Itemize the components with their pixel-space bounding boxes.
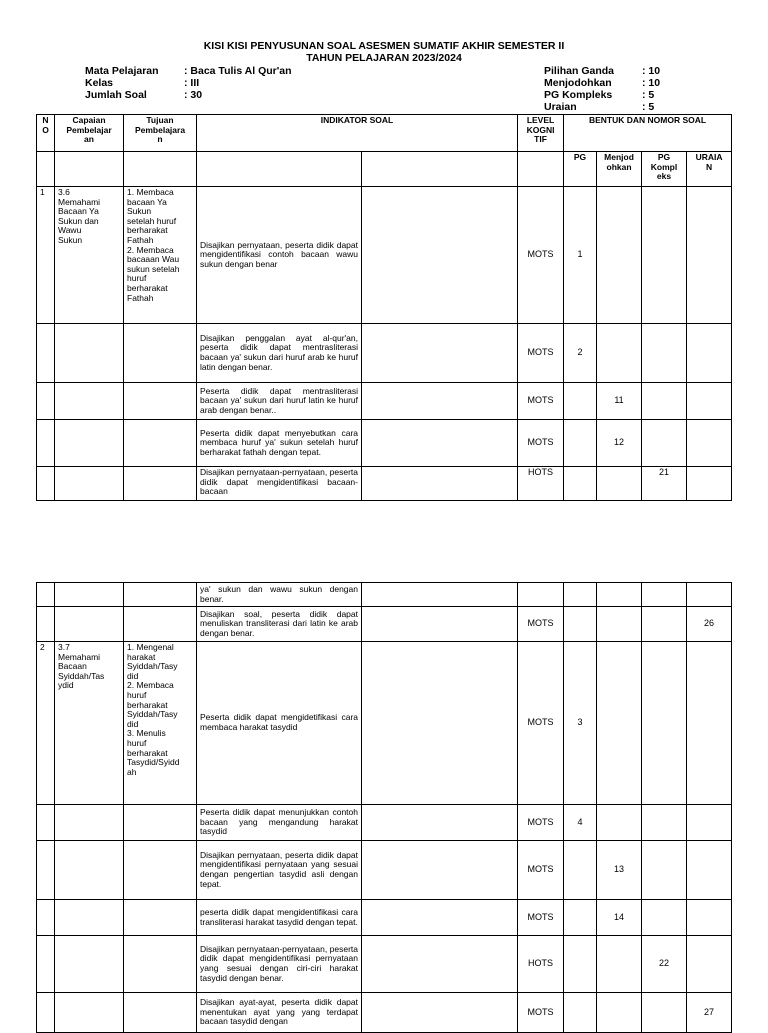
row-pg-kompleks [642,187,687,324]
row-indikator: peserta didik dapat mengidentifikasi cara transliterasi harakat tasydid dengan tepat. [197,900,362,936]
meta-label-matching: Menjodohkan [544,77,612,89]
kisi-kisi-table-page2 [36,582,732,1033]
row-indikator: Disajikan pernyataan, peserta didik dapat mengidentifikasi contoh bacaan wawu sukun dengan benar [197,187,362,324]
header-uraian: URAIA N [687,152,732,187]
table-header-row [37,115,732,152]
row-pg [564,420,597,467]
row-level: HOTS [518,936,564,993]
header-tujuan: Tujuan Pembelajara n [124,115,197,152]
row-indikator: Disajikan soal, peserta didik dapat menuliskan transliterasi dari latin ke arab dengan benar. [197,607,362,642]
table-row [37,187,732,324]
row-menjodohkan: 11 [597,383,642,420]
table-row [37,642,732,805]
row-pg-kompleks [642,642,687,805]
row-pg [564,900,597,936]
row-level: MOTS [518,383,564,420]
row-tujuan: 1. Membaca bacaan Ya Sukun setelah huruf berharakat Fathah 2. Membaca bacaaan Wau sukun setelah huruf berharakat Fathah [124,187,197,324]
meta-right-values [642,65,660,113]
row-indikator: Disajikan pernyataan-pernyataan, peserta didik dapat mengidentifikasi pernyataan yang sesuai dengan ciri-ciri harakat tasydid dengan benar. [197,936,362,993]
row-menjodohkan [597,187,642,324]
row-level: HOTS [518,467,564,501]
row-level: MOTS [518,993,564,1033]
meta-left-labels [85,65,159,101]
row-no: 1 [37,187,55,324]
row-menjodohkan [597,324,642,383]
row-level: MOTS [518,607,564,642]
table-row [37,607,732,642]
header-capaian: Capaian Pembelajar an [55,115,124,152]
table-row [37,583,732,607]
row-uraian [687,324,732,383]
document-subtitle: TAHUN PELAJARAN 2023/2024 [306,52,462,64]
row-uraian: 26 [687,607,732,642]
meta-left-values [184,65,292,101]
row-menjodohkan: 12 [597,420,642,467]
row-indikator: Peserta didik dapat mengidetifikasi cara membaca harakat tasydid [197,642,362,805]
row-pg-kompleks [642,805,687,841]
header-pg-kompleks: PG Kompl eks [642,152,687,187]
table-subheader-row [37,152,732,187]
row-pg-kompleks [642,900,687,936]
row-pg-kompleks: 22 [642,936,687,993]
row-capaian: 3.6 Memahami Bacaan Ya Sukun dan Wawu Sukun [55,187,124,324]
row-pg-kompleks [642,841,687,900]
meta-label-subject: Mata Pelajaran [85,65,159,77]
row-pg-kompleks [642,324,687,383]
row-tujuan: 1. Mengenal harakat Syiddah/Tasy did 2. Membaca huruf berharakat Syiddah/Tasy did 3. Menulis huruf berharakat Tasydid/Syidd ah [124,642,197,805]
row-pg: 3 [564,642,597,805]
row-indikator: Disajikan pernyataan, peserta didik dapat mengidentifikasi pernyataan yang sesuai dengan pengertian tasydid asli dengan tepat. [197,841,362,900]
header-indikator: INDIKATOR SOAL [197,115,518,152]
table-row [37,420,732,467]
row-menjodohkan [597,642,642,805]
meta-value-question-count: : 30 [184,89,203,101]
row-pg: 2 [564,324,597,383]
table-row [37,805,732,841]
table-row [37,383,732,420]
row-no: 2 [37,642,55,805]
meta-value-class: : III [184,77,200,89]
row-pg-kompleks [642,583,687,607]
row-uraian [687,420,732,467]
row-menjodohkan [597,936,642,993]
row-level [518,583,564,607]
meta-label-question-count: Jumlah Soal [85,89,147,101]
row-level: MOTS [518,805,564,841]
row-level: MOTS [518,187,564,324]
header-no: N O [37,115,55,152]
meta-label-class: Kelas [85,77,114,89]
row-level: MOTS [518,900,564,936]
meta-label-essay: Uraian [544,101,577,113]
table-row [37,900,732,936]
meta-value-complex-mc: : 5 [642,89,655,101]
meta-right-labels [544,65,614,113]
row-uraian [687,805,732,841]
table-row [37,467,732,501]
row-indikator: Peserta didik dapat mentrasliterasi bacaan ya' sukun dari huruf latin ke huruf arab dengan benar.. [197,383,362,420]
row-indikator: ya' sukun dan wawu sukun dengan benar. [197,583,362,607]
row-pg [564,993,597,1033]
row-uraian [687,187,732,324]
row-pg-kompleks: 21 [642,467,687,501]
row-level: MOTS [518,420,564,467]
row-indikator: Disajikan pernyataan-pernyataan, peserta didik dapat mengidentifikasi bacaan-bacaan [197,467,362,501]
row-menjodohkan: 13 [597,841,642,900]
meta-value-matching: : 10 [642,77,661,89]
row-indikator: Peserta didik dapat menyebutkan cara membaca huruf ya' sukun setelah huruf berharakat fathah dengan tepat. [197,420,362,467]
row-capaian: 3.7 Memahami Bacaan Syiddah/Tas ydid [55,642,124,805]
header-pg: PG [564,152,597,187]
row-level: MOTS [518,841,564,900]
meta-value-essay: : 5 [642,101,655,113]
row-menjodohkan [597,805,642,841]
row-pg [564,467,597,501]
row-pg [564,583,597,607]
header-level: LEVEL KOGNI TIF [518,115,564,152]
table-row [37,324,732,383]
row-menjodohkan [597,583,642,607]
row-uraian [687,583,732,607]
row-uraian [687,900,732,936]
row-pg [564,936,597,993]
row-menjodohkan [597,993,642,1033]
row-uraian [687,841,732,900]
meta-value-subject: : Baca Tulis Al Qur'an [184,65,292,77]
row-pg-kompleks [642,993,687,1033]
row-uraian [687,936,732,993]
row-indikator: Disajikan ayat-ayat, peserta didik dapat menentukan ayat yang yang terdapat bacaan tasydid dengan [197,993,362,1033]
row-indikator: Disajikan penggalan ayat al-qur'an, peserta didik dapat mentrasliterasi bacaan ya' sukun dari huruf arab ke huruf latin dengan benar. [197,324,362,383]
header-menjodohkan: Menjod ohkan [597,152,642,187]
meta-label-complex-mc: PG Kompleks [544,89,613,101]
table-row [37,841,732,900]
meta-label-multiple-choice: Pilihan Ganda [544,65,615,77]
meta-value-multiple-choice: : 10 [642,65,661,77]
row-pg-kompleks [642,383,687,420]
table-row [37,993,732,1033]
row-uraian [687,383,732,420]
row-pg: 1 [564,187,597,324]
kisi-kisi-table-page1 [36,114,732,501]
row-pg [564,841,597,900]
row-pg: 4 [564,805,597,841]
row-pg-kompleks [642,607,687,642]
document-title: KISI KISI PENYUSUNAN SOAL ASESMEN SUMATIF AKHIR SEMESTER II [203,40,565,52]
header-bentuk: BENTUK DAN NOMOR SOAL [564,115,732,152]
row-menjodohkan: 14 [597,900,642,936]
row-uraian [687,467,732,501]
row-indikator: Peserta didik dapat menunjukkan contoh bacaan yang mengandung harakat tasydid [197,805,362,841]
row-uraian [687,642,732,805]
row-menjodohkan [597,467,642,501]
row-level: MOTS [518,642,564,805]
row-pg [564,607,597,642]
row-pg [564,383,597,420]
row-uraian: 27 [687,993,732,1033]
row-pg-kompleks [642,420,687,467]
table-row [37,936,732,993]
row-menjodohkan [597,607,642,642]
row-level: MOTS [518,324,564,383]
